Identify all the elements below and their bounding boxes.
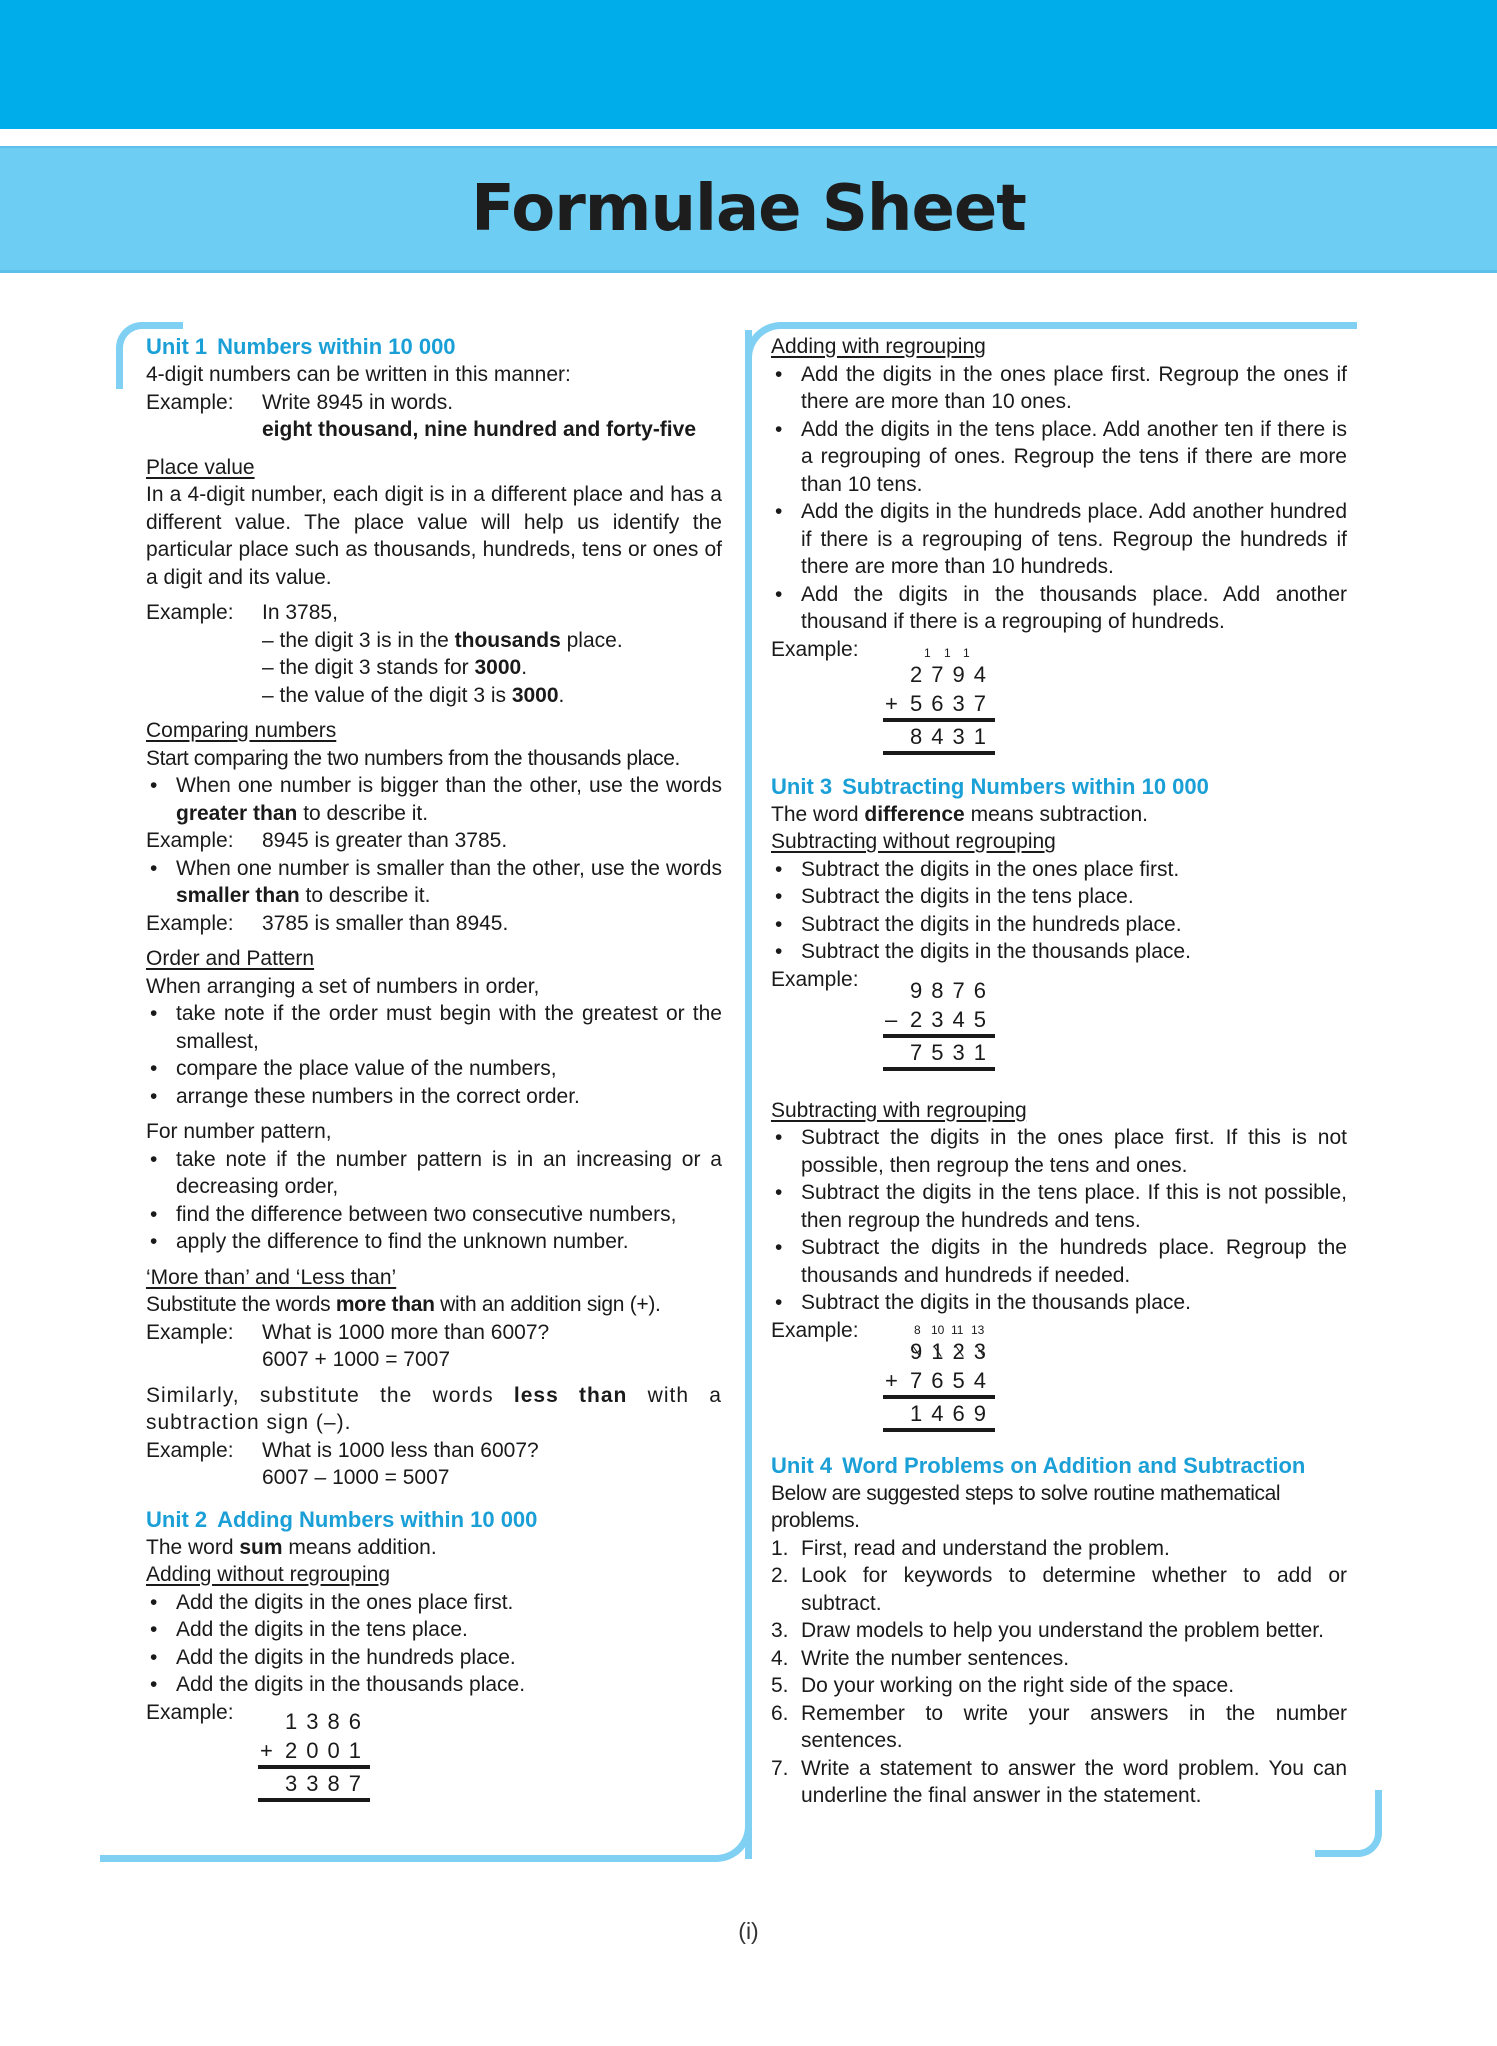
page-number: (i)	[738, 1918, 759, 1944]
pattern-list	[146, 1146, 722, 1256]
step-number: 2.	[771, 1564, 789, 1587]
step-item	[771, 1535, 1347, 1563]
steps-list	[771, 1535, 1347, 1810]
text: place.	[560, 628, 623, 652]
subtracting-with-title: Subtracting with regrouping	[771, 1098, 1027, 1122]
example	[146, 1319, 722, 1374]
calc-result: 8431	[883, 722, 995, 755]
subtraction-calculation	[883, 976, 995, 1071]
text: Substitute the words	[146, 1293, 336, 1316]
step-number: 7.	[771, 1756, 789, 1780]
list-item	[146, 855, 722, 910]
text: When one number is smaller than the other, use the words	[176, 856, 722, 880]
plus-sign: +	[885, 1367, 898, 1393]
list-item: • Subtract the digits in the tens place.	[771, 883, 1347, 911]
pattern-intro: For number pattern,	[146, 1120, 332, 1143]
example-label: Example:	[146, 390, 234, 414]
bold-text: less than	[513, 1383, 628, 1407]
plus-sign: +	[260, 1737, 273, 1763]
subtracting-without-list	[771, 856, 1347, 966]
example	[146, 389, 722, 444]
list-item: • take note if the number pattern is in an increasing or a decreasing order,	[146, 1146, 722, 1201]
list-item: • Add the digits in the tens place. Add another ten if there is a regrouping of ones. Regroup the tens if there are more than 10 tens.	[771, 416, 1347, 499]
bold-text: sum	[239, 1535, 283, 1559]
crossed-digit: 9	[910, 1338, 932, 1364]
adding-without-title: Adding without regrouping	[146, 1563, 391, 1586]
example-text: In 3785,	[262, 601, 338, 624]
example-label: Example:	[771, 637, 859, 661]
step-text: Remember to write your answers in the number sentences.	[801, 1701, 1347, 1752]
unit-number: Unit 1	[146, 334, 208, 359]
regrouping-calculation	[883, 1323, 995, 1432]
list-item: • Subtract the digits in the hundreds place.	[771, 911, 1347, 939]
adding-with-title: Adding with regrouping	[771, 335, 986, 358]
text: The word	[146, 1535, 240, 1559]
text: to describe it.	[297, 801, 429, 825]
borrow-digit: 13	[971, 1322, 985, 1337]
list-item: • compare the place value of the numbers,	[146, 1055, 722, 1083]
carry-digit: 1	[944, 645, 951, 660]
carry-digit: 1	[963, 645, 970, 660]
calc-top: 2794	[910, 661, 995, 687]
example	[771, 636, 1347, 755]
calc-operand-row	[883, 689, 995, 722]
unit2-heading	[146, 1506, 722, 1534]
step-item	[771, 1562, 1347, 1617]
calc-result: 3387	[258, 1769, 370, 1802]
unit-title: Subtracting Numbers within 10 000	[842, 773, 1209, 799]
page-title: Formulae Sheet	[471, 172, 1026, 246]
comparing-list	[146, 772, 722, 827]
text: means subtraction.	[964, 802, 1149, 826]
step-text: Look for keywords to determine whether to add or subtract.	[801, 1564, 1347, 1615]
calc-operand-row	[258, 1736, 370, 1769]
unit-title: Adding Numbers within 10 000	[217, 1506, 538, 1532]
more-less-title: ‘More than’ and ‘Less than’	[146, 1265, 397, 1289]
list-item: • Add the digits in the hundreds place.	[146, 1644, 722, 1672]
example-label: Example:	[146, 1320, 234, 1344]
example	[146, 827, 722, 855]
comparing-title: Comparing numbers	[146, 719, 337, 742]
unit-number: Unit 2	[146, 1506, 208, 1532]
place-value-title: Place value	[146, 455, 255, 479]
list-item: • take note if the order must begin with the greatest or the smallest,	[146, 1000, 722, 1055]
step-text: First, read and understand the problem.	[801, 1536, 1170, 1560]
example	[146, 1437, 722, 1492]
unit2-intro	[146, 1534, 722, 1562]
example-answer: eight thousand, nine hundred and forty-five	[262, 418, 696, 441]
step-item	[771, 1700, 1347, 1755]
step-item	[771, 1755, 1347, 1810]
bold-text: smaller than	[176, 884, 300, 907]
step-item	[771, 1617, 1347, 1645]
bold-text: thousands	[454, 628, 561, 652]
text: Similarly, substitute the words	[146, 1383, 514, 1407]
unit1-intro: 4-digit numbers can be written in this manner:	[146, 363, 571, 386]
list-item: • Subtract the digits in the thousands place.	[771, 938, 1347, 966]
step-text: Do your working on the right side of the space.	[801, 1674, 1235, 1697]
list-item: • Add the digits in the ones place first. Regroup the ones if there are more than 10 ones.	[771, 361, 1347, 416]
more-than-text	[146, 1291, 722, 1319]
step-item	[771, 1672, 1347, 1700]
calc-bottom: 7654	[910, 1367, 995, 1393]
unit4-intro: Below are suggested steps to solve routine mathematical problems.	[771, 1481, 1281, 1532]
step-text: Write a statement to answer the word problem. You can underline the final answer in the statement.	[801, 1756, 1347, 1807]
unit4-heading	[771, 1452, 1347, 1480]
text: means addition.	[282, 1535, 437, 1559]
calc-operand-row	[883, 1005, 995, 1038]
example-line	[262, 656, 527, 679]
list-item: • Add the digits in the hundreds place. Add another hundred if there is a regrouping of tens. Regroup the hundreds if there are more than 10 hundreds.	[771, 498, 1347, 581]
example-question: What is 1000 more than 6007?	[262, 1320, 550, 1344]
list-item	[146, 772, 722, 827]
example-text: 3785 is smaller than 8945.	[262, 911, 509, 935]
subtracting-without-title: Subtracting without regrouping	[771, 830, 1056, 853]
borrow-digit: 10	[931, 1322, 945, 1337]
borrow-digit: 11	[951, 1322, 964, 1337]
step-number: 4.	[771, 1646, 789, 1670]
step-number: 6.	[771, 1701, 789, 1725]
crossed-digit: 1	[931, 1338, 953, 1364]
adding-with-list	[771, 361, 1347, 636]
step-item	[771, 1645, 1347, 1673]
less-than-text	[146, 1382, 722, 1437]
text: with a subtraction sign (–).	[146, 1383, 722, 1434]
example-question: What is 1000 less than 6007?	[262, 1438, 539, 1462]
subtracting-with-list	[771, 1124, 1347, 1317]
text: with an addition sign (+).	[434, 1293, 661, 1316]
carry-row	[883, 646, 995, 660]
example	[146, 599, 722, 709]
left-column	[146, 333, 722, 1802]
example-label: Example:	[146, 829, 234, 852]
list-item: • Add the digits in the tens place.	[146, 1616, 722, 1644]
unit3-intro	[771, 801, 1347, 829]
unit-number: Unit 3	[771, 773, 833, 799]
bold-text: 3000	[511, 683, 559, 707]
text: When one number is bigger than the other, use the words	[176, 774, 722, 797]
calc-top-crossed	[883, 1337, 995, 1366]
example-answer: 6007 – 1000 = 5007	[262, 1466, 450, 1489]
example	[146, 1699, 722, 1802]
list-item: • Subtract the digits in the thousands place.	[771, 1289, 1347, 1317]
borrow-digit: 8	[914, 1322, 921, 1337]
text: .	[521, 656, 528, 679]
text: – the digit 3 stands for	[262, 656, 475, 679]
example	[771, 966, 1347, 1071]
unit3-heading	[771, 773, 1347, 801]
unit-title: Word Problems on Addition and Subtraction	[842, 1452, 1306, 1478]
borrow-row	[883, 1323, 995, 1337]
unit-number: Unit 4	[771, 1452, 833, 1478]
list-item: • Subtract the digits in the hundreds place. Regroup the thousands and hundreds if needed.	[771, 1234, 1347, 1289]
example-text: 8945 is greater than 3785.	[262, 829, 508, 852]
step-text: Draw models to help you understand the problem better.	[801, 1619, 1324, 1642]
unit-title: Numbers within 10 000	[217, 334, 456, 359]
bold-text: 3000	[474, 656, 522, 679]
title-band	[0, 146, 1497, 273]
crossed-digit: 3	[973, 1338, 995, 1364]
calc-result: 1469	[883, 1399, 995, 1432]
calc-bottom: 2001	[285, 1737, 370, 1763]
carry-digit: 1	[924, 645, 931, 660]
crossed-digit: 2	[952, 1338, 974, 1364]
calc-result: 7531	[883, 1038, 995, 1071]
bold-text: more than	[335, 1293, 435, 1316]
list-item: • find the difference between two consecutive numbers,	[146, 1201, 722, 1229]
example-line	[262, 629, 623, 652]
list-item: • Add the digits in the thousands place. Add another thousand if there is a regrouping of hundreds.	[771, 581, 1347, 636]
example-body	[262, 389, 722, 444]
text: .	[558, 683, 565, 707]
unit1-heading	[146, 333, 722, 361]
example-text: Write 8945 in words.	[262, 390, 454, 414]
order-list	[146, 1000, 722, 1110]
example-label: Example:	[146, 1438, 234, 1462]
example-label: Example:	[146, 1700, 234, 1724]
calc-bottom: 2345	[910, 1006, 995, 1032]
order-intro: When arranging a set of numbers in order,	[146, 974, 540, 998]
example-label: Example:	[771, 967, 859, 991]
bold-text: difference	[864, 802, 965, 826]
step-number: 5.	[771, 1674, 789, 1697]
example-body	[262, 1437, 722, 1492]
order-title: Order and Pattern	[146, 947, 315, 970]
list-item: • arrange these numbers in the correct order.	[146, 1083, 722, 1111]
text: – the digit 3 is in the	[262, 628, 455, 652]
list-item: • Subtract the digits in the ones place first.	[771, 856, 1347, 884]
bold-text: greater than	[176, 801, 298, 825]
calc-top: 1386	[285, 1708, 370, 1734]
place-value-text: In a 4-digit number, each digit is in a different place and has a different value. The place value will help us identify the particular place such as thousands, hundreds, tens or ones of a digit and its value.	[146, 483, 722, 589]
example-answer: 6007 + 1000 = 7007	[262, 1348, 451, 1371]
addition-calculation	[258, 1707, 370, 1802]
example-line	[262, 684, 564, 707]
calc-bottom: 5637	[910, 690, 995, 716]
text: to describe it.	[299, 884, 431, 907]
comparing-list	[146, 855, 722, 910]
example-label: Example:	[146, 601, 234, 624]
text: – the value of the digit 3 is	[262, 683, 512, 707]
step-text: Write the number sentences.	[801, 1646, 1070, 1670]
right-column	[771, 333, 1347, 1810]
text: The word	[771, 802, 865, 826]
example-label: Example:	[146, 911, 234, 935]
step-number: 3.	[771, 1619, 789, 1642]
comparing-intro: Start comparing the two numbers from the thousands place.	[146, 746, 680, 770]
list-item: • Add the digits in the ones place first.	[146, 1589, 722, 1617]
example	[771, 1317, 1347, 1432]
example-body	[262, 1319, 722, 1374]
list-item: • Add the digits in the thousands place.	[146, 1671, 722, 1699]
top-color-band	[0, 0, 1497, 129]
example	[146, 910, 722, 938]
calc-top: 9876	[910, 977, 995, 1003]
list-item: • Subtract the digits in the tens place. If this is not possible, then regroup the hundreds and tens.	[771, 1179, 1347, 1234]
minus-sign: –	[885, 1006, 898, 1032]
list-item: • Subtract the digits in the ones place first. If this is not possible, then regroup the tens and ones.	[771, 1124, 1347, 1179]
plus-sign: +	[885, 690, 898, 716]
calc-operand-row	[883, 1366, 995, 1399]
example-label: Example:	[771, 1318, 859, 1342]
adding-without-list	[146, 1589, 722, 1699]
addition-calculation	[883, 646, 995, 755]
example-body	[262, 599, 722, 709]
list-item: • apply the difference to find the unknown number.	[146, 1228, 722, 1256]
step-number: 1.	[771, 1536, 789, 1560]
